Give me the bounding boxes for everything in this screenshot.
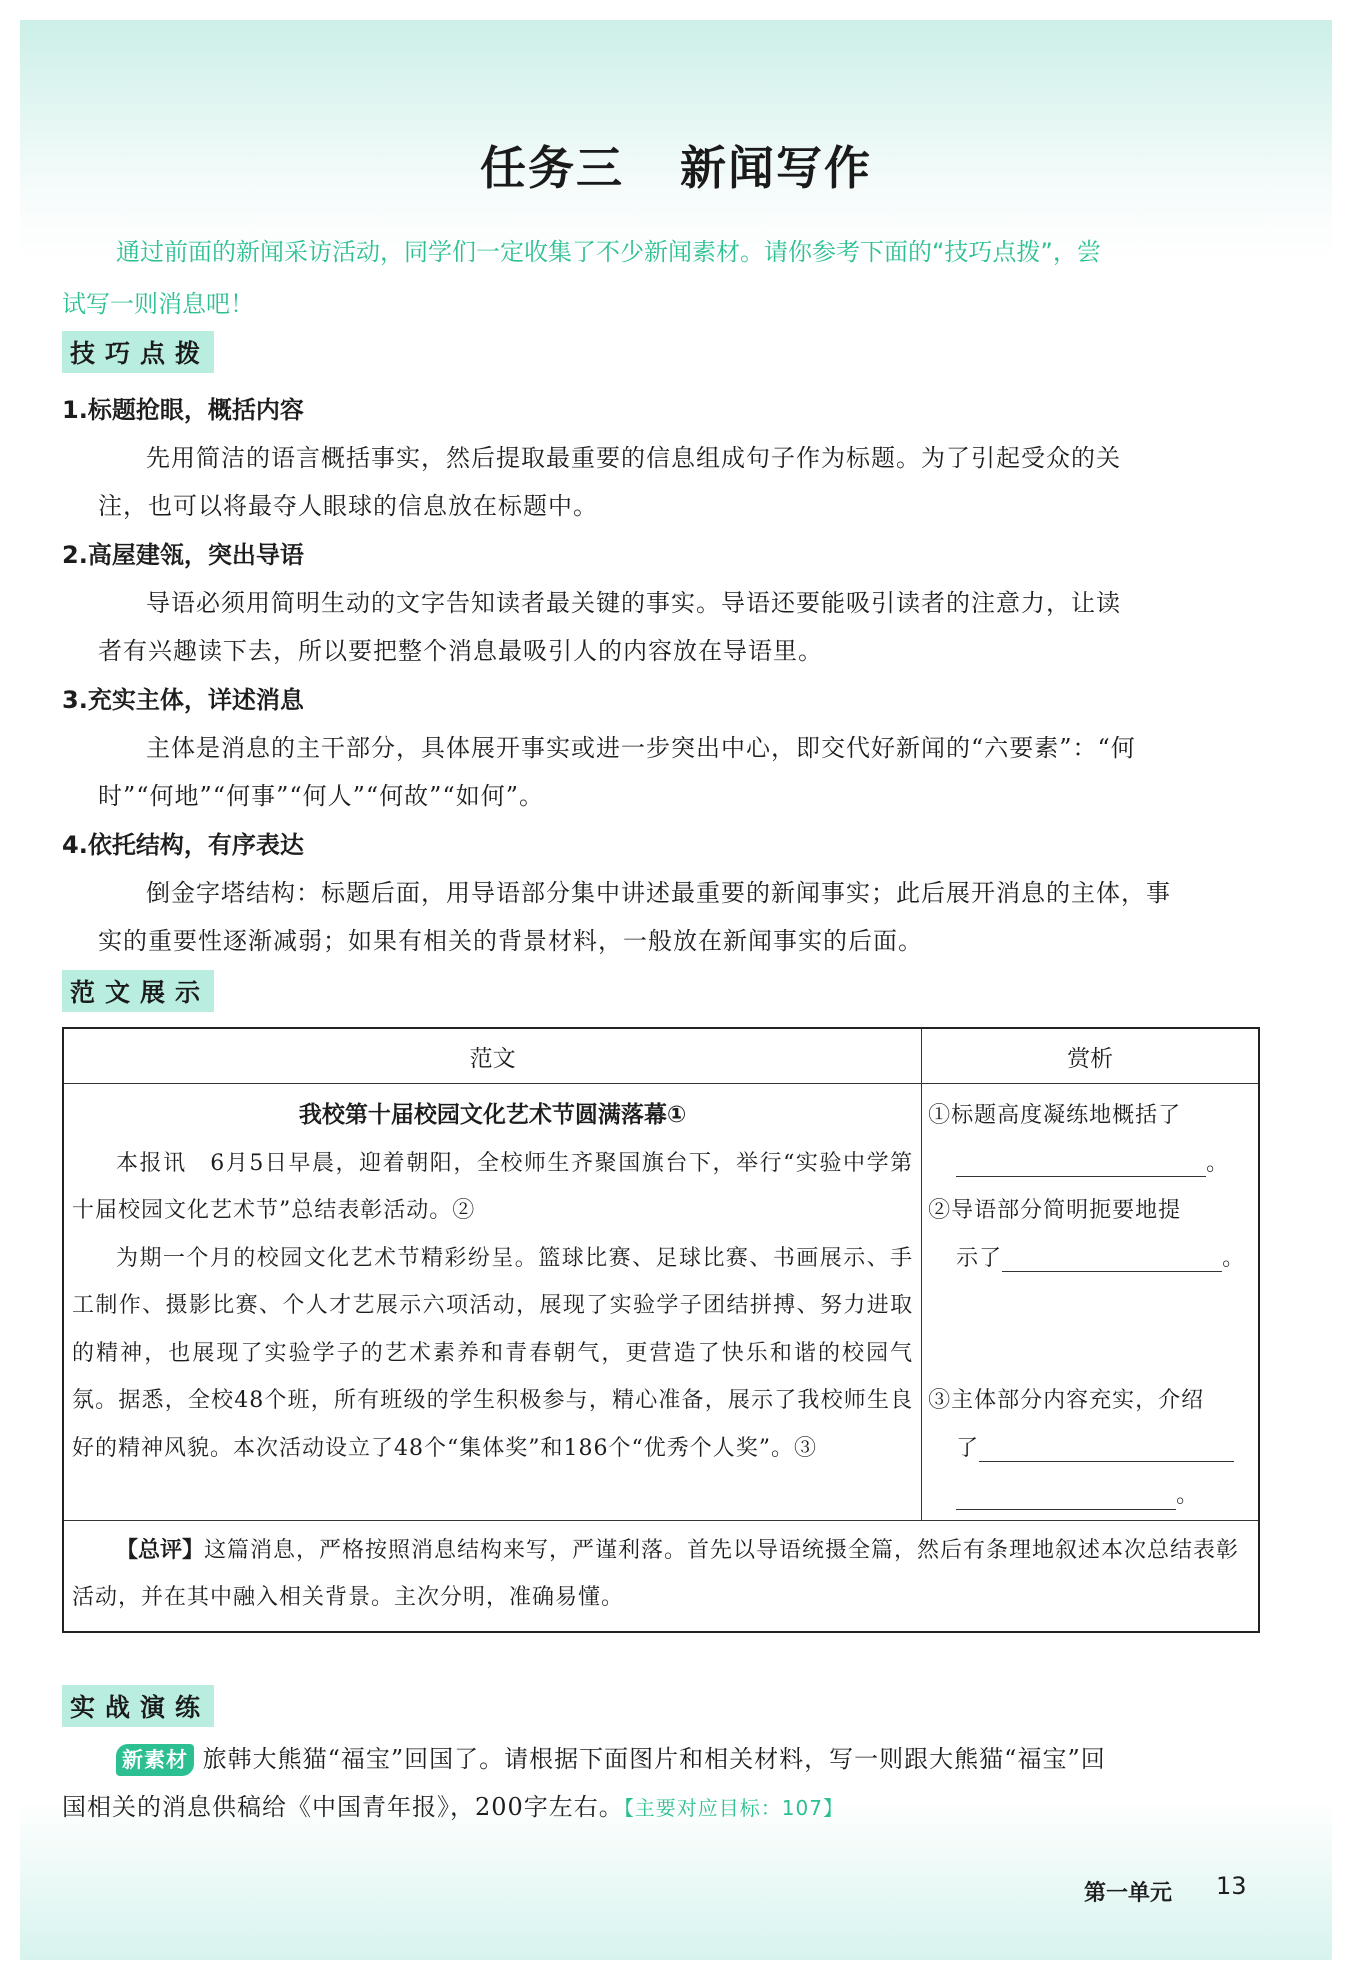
target-note: 【主要对应目标：107】 (623, 1796, 844, 1820)
tip-2-heading: 2.高屋建瓴，突出导语 (62, 541, 304, 569)
page (20, 20, 1332, 1960)
section-tag-tips: 技巧点拨 (62, 331, 214, 373)
example-table (62, 1027, 1260, 1633)
tip-4-line-1: 倒金字塔结构：标题后面，用导语部分集中讲述最重要的新闻事实；此后展开消息的主体，事 (146, 879, 1171, 907)
tip-2-line-1: 导语必须用简明生动的文字告知读者最关键的事实。导语还要能吸引读者的注意力，让读 (146, 589, 1121, 617)
essay-body: 为期一个月的校园文化艺术节精彩纷呈。篮球比赛、足球比赛、书画展示、手工制作、摄影比赛、个人才艺展示六项活动，展现了实验学子团结拼搏、努力进取的精神，也展现了实验学子的艺术素养和青春朝气，更营造了快乐和谐的校园气氛。据悉，全校48个班，所有班级的学生积极参与，精心准备，展示了我校师生良好的精神风貌。本次活动设立了48个“集体奖”和186个“优秀个人奖”。③ (72, 1245, 914, 1461)
tip-1-line-1: 先用简洁的语言概括事实，然后提取最重要的信息组成句子作为标题。为了引起受众的关 (146, 444, 1121, 472)
analysis-note-2: ②导语部分简明扼要地提 (928, 1198, 1182, 1223)
tip-3-heading: 3.充实主体，详述消息 (62, 686, 304, 714)
column-header-analysis: 赏析 (922, 1028, 1259, 1084)
practice-text-2: 国相关的消息供稿给《中国青年报》，200字左右。 (62, 1793, 624, 1821)
tip-3-line-2: 时”“何地”“何事”“何人”“何故”“如何”。 (98, 782, 544, 810)
tip-1-heading: 1.标题抢眼，概括内容 (62, 396, 304, 424)
analysis-cell: ①标题高度凝练地概括了 。 ②导语部分简明扼要地提 示了 。 ③主体部分内容充实，介绍 了 。 (922, 1084, 1259, 1521)
blank-line-1[interactable] (956, 1150, 1206, 1177)
intro-line-1: 通过前面的新闻采访活动，同学们一定收集了不少新闻素材。请你参考下面的“技巧点拨”，尝 (116, 238, 1101, 266)
analysis-note-3: ③主体部分内容充实，介绍 (928, 1388, 1205, 1413)
practice-line-1 (116, 1739, 1316, 1776)
practice-line-2 (62, 1787, 844, 1822)
essay-cell (63, 1084, 922, 1521)
section-tag-practice: 实战演练 (62, 1685, 214, 1727)
intro-line-2: 试写一则消息吧！ (62, 290, 254, 318)
tip-3-line-1: 主体是消息的主干部分，具体展开事实或进一步突出中心，即交代好新闻的“六要素”：“何 (146, 734, 1136, 762)
summary-text: 这篇消息，严格按照消息结构来写，严谨利落。首先以导语统摄全篇，然后有条理地叙述本次总结表彰活动，并在其中融入相关背景。主次分明，准确易懂。 (72, 1537, 1240, 1610)
new-material-badge: 新素材 (116, 1744, 194, 1776)
footer-unit: 第一单元 (1084, 1881, 1173, 1906)
tip-4-line-2: 实的重要性逐渐减弱；如果有相关的背景材料，一般放在新闻事实的后面。 (98, 927, 923, 955)
tip-1-line-2: 注，也可以将最夺人眼球的信息放在标题中。 (98, 492, 598, 520)
page-number: 13 (1216, 1872, 1247, 1900)
title-part-2: 新闻写作 (680, 141, 872, 195)
summary-label: 【总评】 (116, 1537, 205, 1563)
tip-2-line-2: 者有兴趣读下去，所以要把整个消息最吸引人的内容放在导语里。 (98, 637, 823, 665)
blank-line-2[interactable] (1002, 1245, 1222, 1272)
practice-text-1: 旅韩大熊猫“福宝”回国了。请根据下面图片和相关材料，写一则跟大熊猫“福宝”回 (202, 1745, 1106, 1773)
tip-4-heading: 4.依托结构，有序表达 (62, 831, 304, 859)
summary-cell (63, 1520, 1259, 1632)
blank-line-4[interactable] (956, 1483, 1176, 1510)
section-tag-example: 范文展示 (62, 970, 214, 1012)
analysis-note-1: ①标题高度凝练地概括了 (928, 1103, 1182, 1128)
title-part-1: 任务三 (480, 141, 624, 195)
column-header-essay: 范文 (63, 1028, 922, 1084)
essay-lead: 本报讯 6月5日早晨，迎着朝阳，全校师生齐聚国旗台下，举行“实验中学第十届校园文化艺术节”总结表彰活动。② (72, 1150, 914, 1223)
page-title (20, 132, 1332, 198)
analysis-note-2-cont: 示了 (956, 1245, 1003, 1271)
essay-title: 我校第十届校园文化艺术节圆满落幕① (298, 1102, 687, 1128)
analysis-note-3-cont: 了 (956, 1435, 980, 1461)
blank-line-3[interactable] (979, 1435, 1234, 1462)
